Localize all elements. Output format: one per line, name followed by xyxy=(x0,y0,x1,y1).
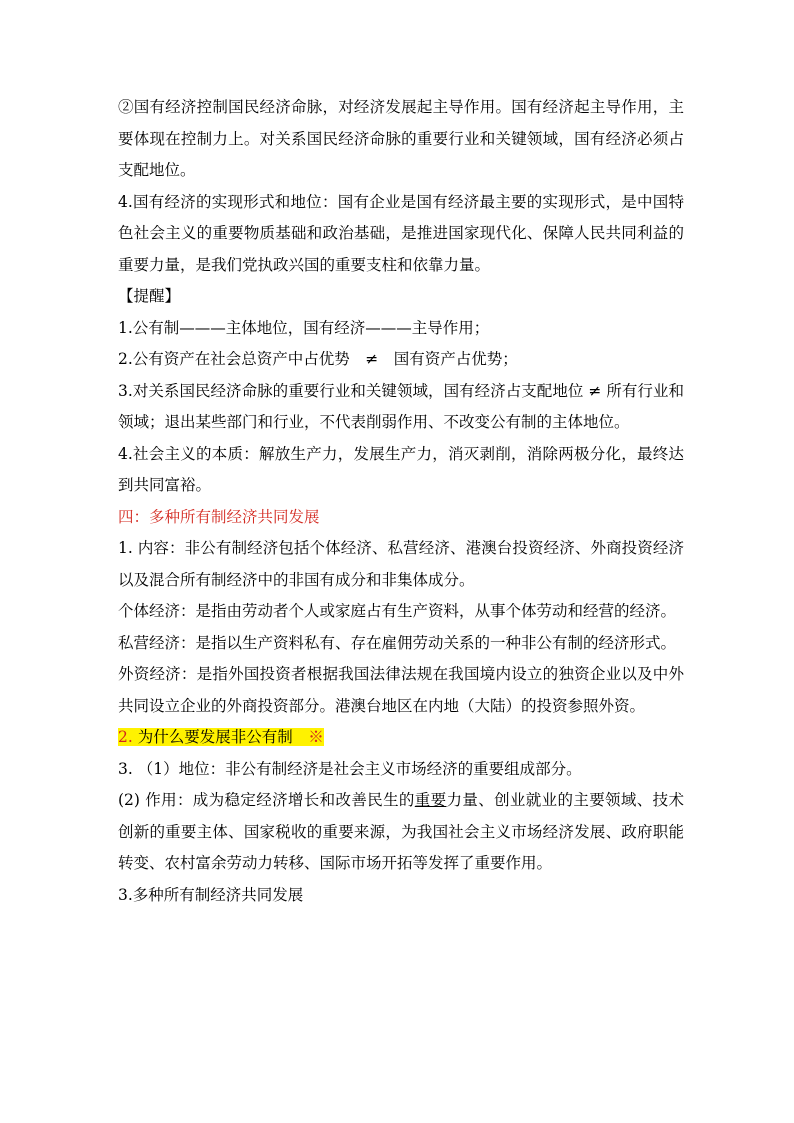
reminder-item-1: 1.公有制———主体地位，国有经济———主导作用； xyxy=(118,318,490,337)
highlighted-question xyxy=(118,722,684,754)
content-paragraph-1: 1. 内容：非公有制经济包括个体经济、私营经济、港澳台投资经济、外商投资经济以及混合所有制经济中的非国有成分和非集体成分。 xyxy=(118,539,684,589)
content-paragraph-foreign: 外资经济：是指外国投资者根据我国法律法规在我国境内设立的独资企业以及中外共同设立企业的外商投资部分。港澳台地区在内地（大陆）的投资参照外资。 xyxy=(118,665,684,715)
status-line-2-pre: (2) 作用：成为稳定经济增长和改善民生的 xyxy=(118,791,415,809)
document-page xyxy=(118,92,684,911)
content-paragraph-private: 私营经济：是指以生产资料私有、存在雇佣劳动关系的一种非公有制的经济形式。 xyxy=(118,633,677,652)
paragraph-state-economy-control: ②国有经济控制国民经济命脉，对经济发展起主导作用。国有经济起主导作用，主要体现在控制力上。对关系国民经济命脉的重要行业和关键领域，国有经济必须占支配地位。 xyxy=(118,98,684,179)
status-line-2-underlined: 重要 xyxy=(414,791,447,809)
reminder-item-3: 3.对关系国民经济命脉的重要行业和关键领域，国有经济占支配地位 ≠ 所有行业和领域；退出某些部门和行业，不代表削弱作用、不改变公有制的主体地位。 xyxy=(118,381,684,431)
reminder-item-2: 2.公有资产在社会总资产中占优势 ≠ 国有资产占优势； xyxy=(118,350,518,368)
reference-mark-icon: ※ xyxy=(308,728,324,746)
paragraph-state-economy-form: 4.国有经济的实现形式和地位：国有企业是国有经济最主要的实现形式，是中国特色社会主义的重要物质基础和政治基础，是推进国家现代化、保障人民共同利益的重要力量，是我们党执政兴国的重要支柱和依靠力量。 xyxy=(118,192,684,274)
reminder-heading: 【提醒】 xyxy=(118,287,181,305)
section-heading: 四：多种所有制经济共同发展 xyxy=(118,507,320,526)
status-line-2-post: 力量、创业就业的主要领域、技术创新的重要主体、国家税收的重要来源，为我国社会主义市场经济发展、政府职能转变、农村富余劳动力转移、国际市场开拓等发挥了重要作用。 xyxy=(118,791,684,872)
status-line-2 xyxy=(118,785,684,880)
highlight-number: 2. xyxy=(118,728,133,746)
content-paragraph-individual: 个体经济：是指由劳动者个人或家庭占有生产资料，从事个体劳动和经营的经济。 xyxy=(118,602,677,620)
reminder-item-4: 4.社会主义的本质：解放生产力，发展生产力，消灭剥削，消除两极分化，最终达到共同富裕。 xyxy=(118,444,684,494)
status-line-1: 3. （1）地位：非公有制经济是社会主义市场经济的重要组成部分。 xyxy=(118,759,582,778)
status-line-3: 3.多种所有制经济共同发展 xyxy=(118,885,304,904)
highlight-block xyxy=(118,728,324,746)
highlight-text: 为什么要发展非公有制 xyxy=(132,728,309,746)
